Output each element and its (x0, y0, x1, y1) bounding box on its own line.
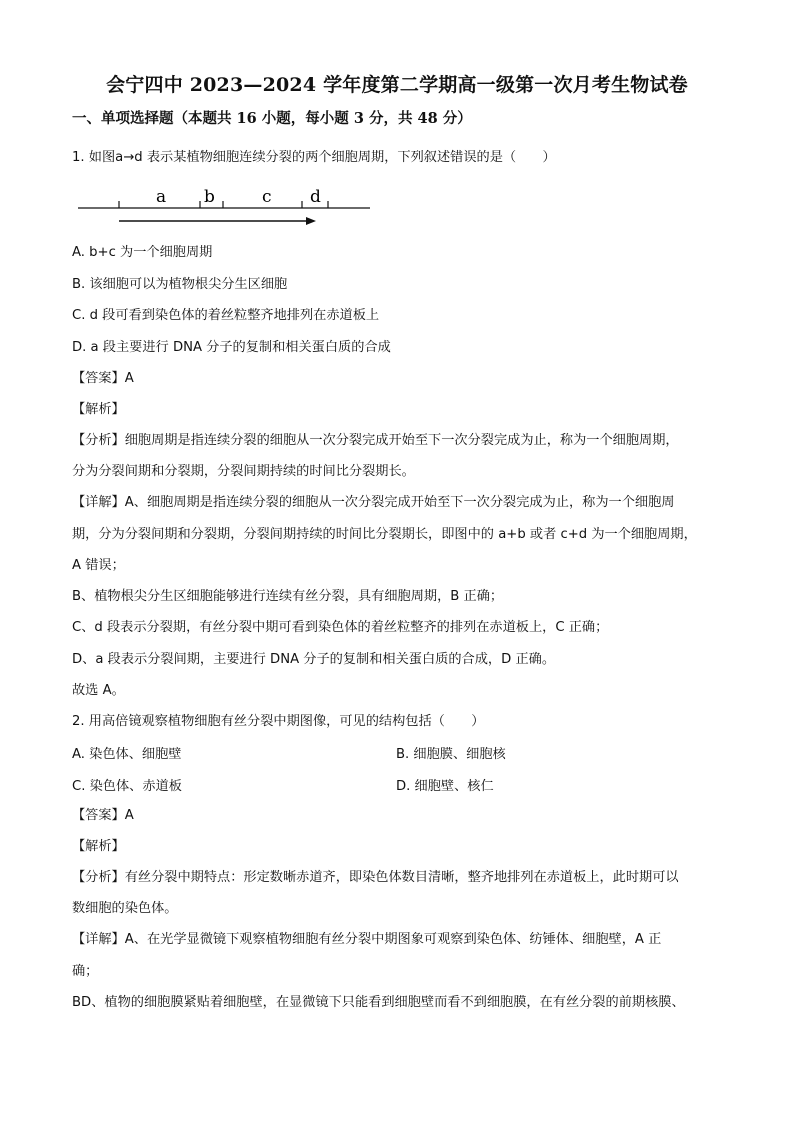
label-b: b (204, 187, 215, 207)
q1-detail-line: 故选 A。 (72, 683, 125, 698)
q2-answer: 【答案】A (72, 808, 134, 823)
section-heading: 一、单项选择题（本题共 16 小题，每小题 3 分，共 48 分） (72, 110, 472, 127)
q2-option-c: C. 染色体、赤道板 (72, 779, 182, 794)
q1-detail-line: A 错误； (72, 558, 125, 573)
q2-detail-line: 确； (72, 964, 99, 979)
q2-option-a: A. 染色体、细胞壁 (72, 747, 182, 762)
q2-analysis-tag: 【解析】 (72, 839, 125, 854)
q2-detail-line: BD、植物的细胞膜紧贴着细胞壁，在显微镜下只能看到细胞壁而看不到细胞膜，在有丝分裂的前期核膜、 (72, 995, 685, 1010)
q2-option-b: B. 细胞膜、细胞核 (396, 747, 506, 762)
q1-fenxi-line: 【分析】细胞周期是指连续分裂的细胞从一次分裂完成开始至下一次分裂完成为止，称为一个细胞周期， (72, 433, 679, 448)
q1-detail-line: C、d 段表示分裂期，有丝分裂中期可看到染色体的着丝粒整齐的排列在赤道板上，C 正确； (72, 620, 609, 635)
q1-detail-line: D、a 段表示分裂间期，主要进行 DNA 分子的复制和相关蛋白质的合成，D 正确。 (72, 652, 556, 667)
label-d: d (310, 187, 321, 207)
label-c: c (262, 187, 272, 207)
q1-stem: 1. 如图a→d 表示某植物细胞连续分裂的两个细胞周期，下列叙述错误的是（ ） (72, 150, 556, 165)
q1-fenxi-line: 分为分裂间期和分裂期，分裂间期持续的时间比分裂期长。 (72, 464, 415, 479)
label-a: a (156, 187, 167, 207)
q1-answer: 【答案】A (72, 371, 134, 386)
q1-option-a: A. b+c 为一个细胞周期 (72, 245, 213, 260)
q1-option-c: C. d 段可看到染色体的着丝粒整齐地排列在赤道板上 (72, 308, 380, 323)
q1-detail-line: B、植物根尖分生区细胞能够进行连续有丝分裂，具有细胞周期，B 正确； (72, 589, 504, 604)
exam-title: 会宁四中 2023—2024 学年度第二学期高一级第一次月考生物试卷 (106, 74, 688, 96)
q2-fenxi-line: 【分析】有丝分裂中期特点：形定数晰赤道齐，即染色体数目清晰，整齐地排列在赤道板上，此时期可以 (72, 870, 679, 885)
q2-fenxi-line: 数细胞的染色体。 (72, 901, 178, 916)
q1-analysis-tag: 【解析】 (72, 402, 125, 417)
arrow-head-icon (306, 217, 316, 225)
q2-stem: 2. 用高倍镜观察植物细胞有丝分裂中期图像，可见的结构包括（ ） (72, 714, 485, 729)
q1-detail-line: 【详解】A、细胞周期是指连续分裂的细胞从一次分裂完成开始至下一次分裂完成为止，称为一个细胞周 (72, 495, 675, 510)
q1-detail-line: 期，分为分裂间期和分裂期，分裂间期持续的时间比分裂期长，即图中的 a+b 或者 c+d 为一个细胞周期， (72, 527, 697, 542)
q2-option-d: D. 细胞壁、核仁 (396, 779, 494, 794)
q1-option-b: B. 该细胞可以为植物根尖分生区细胞 (72, 277, 288, 292)
q2-detail-line: 【详解】A、在光学显微镜下观察植物细胞有丝分裂中期图象可观察到染色体、纺锤体、细胞壁，A 正 (72, 932, 662, 947)
q1-option-d: D. a 段主要进行 DNA 分子的复制和相关蛋白质的合成 (72, 340, 391, 355)
cell-cycle-diagram (72, 180, 382, 232)
